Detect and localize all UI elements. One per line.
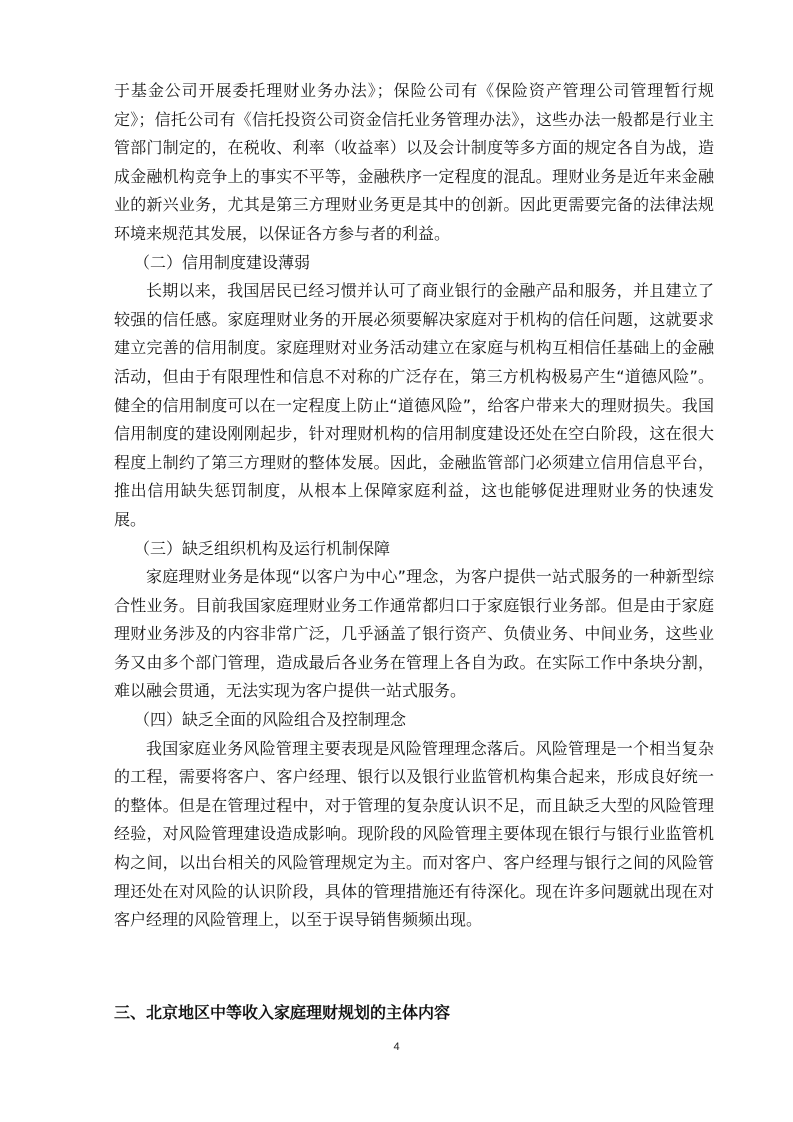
paragraph-organization: 家庭理财业务是体现“以客户为中心”理念，为客户提供一站式服务的一种新型综合性业务。目前我国家庭理财业务工作通常都归口于家庭银行业务部。但是由于家庭理财业务涉及的内容非常广泛，几乎涵盖了银行资产、负债业务、中间业务，这些业务又由多个部门管理，造成最后各业务在管理上各自为政。在实际工作中条块分割，难以融会贯通，无法实现为客户提供一站式服务。 — [114, 567, 714, 701]
subheading-credit-system: （二）信用制度建设薄弱 — [134, 252, 311, 272]
subheading-organization: （三）缺乏组织机构及运行机制保障 — [134, 538, 391, 558]
paragraph-credit-system: 长期以来，我国居民已经习惯并认可了商业银行的金融产品和服务，并且建立了较强的信任感。家庭理财业务的开展必须要解决家庭对于机构的信任问题，这就要求建立完善的信用制度。家庭理财对业务活动建立在家庭与机构互相信任基础上的金融活动，但由于有限理性和信息不对称的广泛存在，第三方机构极易产生“道德风险”。健全的信用制度可以在一定程度上防止“道德风险”，给客户带来大的理财损失。我国信用制度的建设刚刚起步，针对理财机构的信用制度建设还处在空白阶段，这在很大程度上制约了第三方理财的整体发展。因此，金融监管部门必须建立信用信息平台，推出信用缺失惩罚制度，从根本上保障家庭利益，这也能够促进理财业务的快速发展。 — [114, 281, 714, 529]
body-text — [114, 77, 714, 935]
paragraph-regulation-continued: 于基金公司开展委托理财业务办法》；保险公司有《保险资产管理公司管理暂行规定》；信托公司有《信托投资公司资金信托业务管理办法》，这些办法一般都是行业主管部门制定的，在税收、利率（收益率）以及会计制度等多方面的规定各自为战，造成金融机构竞争上的事实不平等，金融秩序一定程度的混乱。理财业务是近年来金融业的新兴业务，尤其是第三方理财业务更是其中的创新。因此更需要完备的法律法规环境来规范其发展，以保证各方参与者的利益。 — [114, 81, 714, 243]
page-number: 4 — [393, 1041, 400, 1053]
subheading-risk-control: （四）缺乏全面的风险组合及控制理念 — [134, 710, 407, 730]
paragraph-risk-control: 我国家庭业务风险管理主要表现是风险管理理念落后。风险管理是一个相当复杂的工程，需要将客户、客户经理、银行以及银行业监管机构集合起来，形成良好统一的整体。但是在管理过程中，对于管理的复杂度认识不足，而且缺乏大型的风险管理经验，对风险管理建设造成影响。现阶段的风险管理主要体现在银行与银行业监管机构之间，以出台相关的风险管理规定为主。而对客户、客户经理与银行之间的风险管理还处在对风险的认识阶段，具体的管理措施还有待深化。现在许多问题就出现在对客户经理的风险管理上，以至于误导销售频频出现。 — [114, 738, 714, 930]
section-heading: 三、北京地区中等收入家庭理财规划的主体内容 — [114, 1003, 451, 1022]
